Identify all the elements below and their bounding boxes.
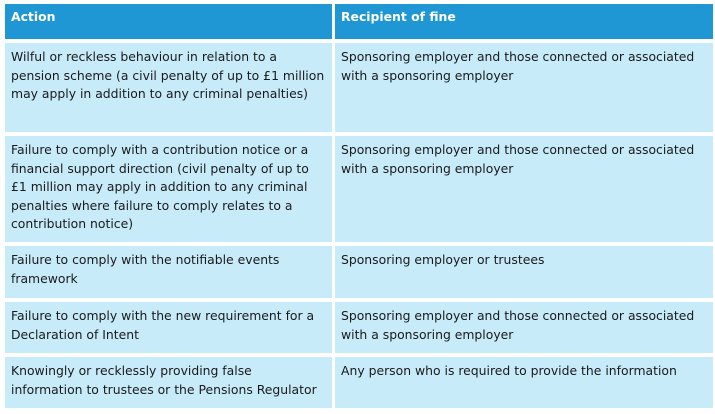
table-row xyxy=(0,302,715,353)
table-row xyxy=(0,246,715,298)
header-action: Action xyxy=(5,4,332,39)
recipient-cell: Sponsoring employer and those connected or associated with a sponsoring employer xyxy=(335,43,713,132)
header-recipient: Recipient of fine xyxy=(335,4,713,39)
table-row xyxy=(0,136,715,242)
table-row xyxy=(0,43,715,132)
table-row xyxy=(0,357,715,408)
recipient-cell: Sponsoring employer and those connected or associated with a sponsoring employer xyxy=(335,136,713,242)
recipient-cell: Sponsoring employer or trustees xyxy=(335,246,713,298)
recipient-cell: Sponsoring employer and those connected or associated with a sponsoring employer xyxy=(335,302,713,353)
action-cell: Wilful or reckless behaviour in relation to a pension scheme (a civil penalty of up to £1 million may apply in addition to any criminal penalties) xyxy=(5,43,332,132)
action-cell: Failure to comply with the new requirement for a Declaration of Intent xyxy=(5,302,332,353)
table-header-row xyxy=(0,4,715,39)
action-cell: Knowingly or recklessly providing false information to trustees or the Pensions Regulator xyxy=(5,357,332,408)
action-cell: Failure to comply with the notifiable events framework xyxy=(5,246,332,298)
action-cell: Failure to comply with a contribution notice or a financial support direction (civil penalty of up to £1 million may apply in addition to any criminal penalties where failure to comply relates to a contribution notice) xyxy=(5,136,332,242)
recipient-cell: Any person who is required to provide the information xyxy=(335,357,713,408)
